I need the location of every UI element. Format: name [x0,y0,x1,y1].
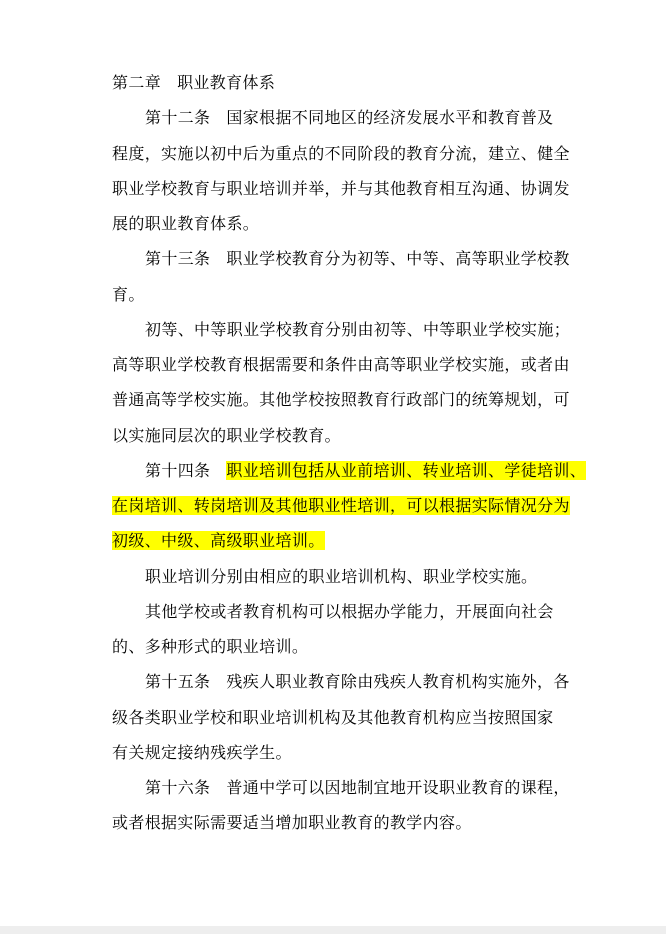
article-14-line-1 [145,460,586,482]
article-13-para2-line-2: 高等职业学校教育根据需要和条件由高等职业学校实施，或者由 [112,355,570,374]
article-16-line-2: 或者根据实际需要适当增加职业教育的教学内容。 [112,813,472,832]
article-13-line-2: 育。 [112,285,145,304]
chapter-title: 职业教育体系 [177,73,276,92]
article-14-para2-line-1: 职业培训分别由相应的职业培训机构、职业学校实施。 [145,567,538,586]
article-14-para3-line-2: 的、多种形式的职业培训。 [112,637,309,656]
highlighted-text: 在岗培训、转岗培训及其他职业性培训，可以根据实际情况分为 [112,496,570,515]
article-16-line-1: 第十六条 普通中学可以因地制宜地开设职业教育的课程， [145,778,570,797]
article-14-para3-line-1: 其他学校或者教育机构可以根据办学能力，开展面向社会 [145,602,554,621]
article-15-line-1: 第十五条 残疾人职业教育除由残疾人教育机构实施外，各 [145,672,570,691]
article-13-line-1: 第十三条 职业学校教育分为初等、中等、高等职业学校教 [145,249,570,268]
chapter-number: 第二章 [112,73,162,92]
article-14-line-3 [112,530,325,552]
article-12-line-3: 职业学校教育与职业培训并举，并与其他教育相互沟通、协调发 [112,179,570,198]
page-bottom-edge [0,926,666,934]
article-14-line-2 [112,495,570,517]
article-16-label: 第十六条 [145,778,211,797]
article-15-line-2: 级各类职业学校和职业培训机构及其他教育机构应当按照国家 [112,708,554,727]
article-12-line-2: 程度，实施以初中后为重点的不同阶段的教育分流，建立、健全 [112,144,570,163]
article-13-para2-line-4: 以实施同层次的职业学校教育。 [112,426,341,445]
article-13-para2-line-1: 初等、中等职业学校教育分别由初等、中等职业学校实施； [145,320,571,339]
highlighted-text: 职业培训包括从业前培训、转业培训、学徒培训、 [226,461,587,480]
article-13-para2-line-3: 普通高等学校实施。其他学校按照教育行政部门的统筹规划，可 [112,390,570,409]
article-12-line-4: 展的职业教育体系。 [112,214,260,233]
article-13-label: 第十三条 [145,249,211,268]
article-14-label: 第十四条 [145,461,211,480]
article-12-label: 第十二条 [145,108,211,127]
highlighted-text: 初级、中级、高级职业培训。 [112,531,325,550]
article-12-line-1: 第十二条 国家根据不同地区的经济发展水平和教育普及 [145,108,554,127]
article-15-line-3: 有关规定接纳残疾学生。 [112,743,292,762]
chapter-heading [112,72,275,94]
article-15-label: 第十五条 [145,672,211,691]
